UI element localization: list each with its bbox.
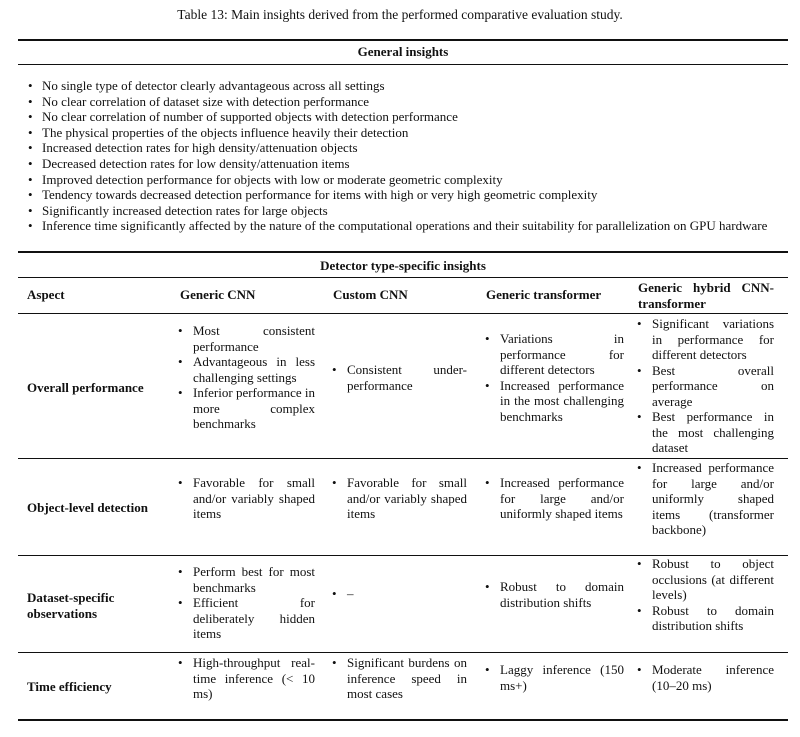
cell-dataset-hybrid bbox=[636, 556, 774, 634]
cell-bullet: • Increased performance in the most challenging benchmarks bbox=[484, 378, 624, 425]
table-caption: Table 13: Main insights derived from the performed comparative evaluation study. bbox=[177, 7, 623, 22]
general-insight-item: • Significantly increased detection rates for large objects bbox=[28, 203, 788, 219]
cell-bullet: • Increased performance for large and/or uniformly shaped items (transformer backbone) bbox=[636, 460, 774, 538]
specific-heading-rule bbox=[18, 277, 788, 278]
cell-overall-generic-cnn bbox=[177, 323, 315, 432]
cell-bullet: • Significant burdens on inference speed in most cases bbox=[331, 655, 467, 702]
cell-time-generic-cnn bbox=[177, 655, 315, 702]
cell-bullet: • Consistent under-performance bbox=[331, 362, 467, 393]
column-header-generic-transformer: Generic transformer bbox=[486, 287, 602, 302]
cell-time-hybrid bbox=[636, 662, 774, 693]
cell-bullet: • Best overall performance on average bbox=[636, 363, 774, 410]
general-insight-item: • Increased detection rates for high density/attenuation objects bbox=[28, 140, 788, 156]
general-insight-item: • No clear correlation of number of supported objects with detection performance bbox=[28, 109, 788, 125]
cell-bullet: • Robust to domain distribution shifts bbox=[636, 603, 774, 634]
cell-dataset-custom-cnn bbox=[331, 586, 467, 602]
column-header-generic-cnn: Generic CNN bbox=[180, 287, 256, 302]
cell-object-hybrid bbox=[636, 460, 774, 538]
cell-object-generic-transformer bbox=[484, 475, 624, 522]
cell-bullet: • Inferior performance in more complex benchmarks bbox=[177, 385, 315, 432]
cell-bullet: • Laggy inference (150 ms+) bbox=[484, 662, 624, 693]
header-rule bbox=[18, 313, 788, 314]
row-aspect-object-level-detection: Object-level detection bbox=[27, 500, 148, 515]
general-insights-list bbox=[28, 78, 788, 234]
specific-top-rule bbox=[18, 251, 788, 253]
general-insight-item: • Decreased detection rates for low density/attenuation items bbox=[28, 156, 788, 172]
general-insights-heading: General insights bbox=[357, 44, 449, 59]
cell-time-custom-cnn bbox=[331, 655, 467, 702]
cell-object-generic-cnn bbox=[177, 475, 315, 522]
column-header-custom-cnn: Custom CNN bbox=[333, 287, 408, 302]
cell-bullet: • Most consistent performance bbox=[177, 323, 315, 354]
cell-bullet: • Favorable for small and/or variably shaped items bbox=[331, 475, 467, 522]
general-heading-rule bbox=[18, 64, 788, 65]
general-insight-item: • No single type of detector clearly advantageous across all settings bbox=[28, 78, 788, 94]
top-rule bbox=[18, 39, 788, 41]
cell-dataset-generic-cnn bbox=[177, 564, 315, 642]
general-insight-item: • Tendency towards decreased detection performance for items with high or very high geometric complexity bbox=[28, 187, 788, 203]
cell-bullet: • Variations in performance for different detectors bbox=[484, 331, 624, 378]
cell-bullet: • Increased performance for large and/or uniformly shaped items bbox=[484, 475, 624, 522]
general-insight-item: • No clear correlation of dataset size with detection performance bbox=[28, 94, 788, 110]
cell-bullet: • Significant variations in performance for different detectors bbox=[636, 316, 774, 363]
cell-overall-hybrid bbox=[636, 316, 774, 456]
cell-time-generic-transformer bbox=[484, 662, 624, 693]
row-aspect-time-efficiency: Time efficiency bbox=[27, 679, 112, 694]
cell-bullet: • – bbox=[331, 586, 467, 602]
cell-bullet: • Favorable for small and/or variably shaped items bbox=[177, 475, 315, 522]
specific-insights-heading: Detector type-specific insights bbox=[320, 258, 486, 273]
cell-bullet: • Robust to object occlusions (at different levels) bbox=[636, 556, 774, 603]
cell-overall-generic-transformer bbox=[484, 331, 624, 424]
cell-object-custom-cnn bbox=[331, 475, 467, 522]
cell-bullet: • High-throughput real-time inference (< 10 ms) bbox=[177, 655, 315, 702]
cell-overall-custom-cnn bbox=[331, 362, 467, 393]
cell-bullet: • Efficient for deliberately hidden items bbox=[177, 595, 315, 642]
general-insight-item: • Inference time significantly affected by the nature of the computational operations and their suitability for parallelization on GPU hardware bbox=[28, 218, 788, 234]
row-aspect-dataset-specific: Dataset-specific observations bbox=[27, 590, 115, 621]
row-rule bbox=[18, 458, 788, 459]
cell-dataset-generic-transformer bbox=[484, 579, 624, 610]
row-aspect-overall-performance: Overall performance bbox=[27, 380, 144, 395]
cell-bullet: • Perform best for most benchmarks bbox=[177, 564, 315, 595]
column-header-hybrid: Generic hybrid CNN-transformer bbox=[638, 280, 774, 311]
cell-bullet: • Moderate inference (10–20 ms) bbox=[636, 662, 774, 693]
row-rule bbox=[18, 652, 788, 653]
cell-bullet: • Best performance in the most challenging dataset bbox=[636, 409, 774, 456]
column-header-aspect: Aspect bbox=[27, 287, 65, 302]
general-insight-item: • Improved detection performance for objects with low or moderate geometric complexity bbox=[28, 172, 788, 188]
general-insight-item: • The physical properties of the objects influence heavily their detection bbox=[28, 125, 788, 141]
cell-bullet: • Robust to domain distribution shifts bbox=[484, 579, 624, 610]
bottom-rule bbox=[18, 719, 788, 721]
cell-bullet: • Advantageous in less challenging settings bbox=[177, 354, 315, 385]
